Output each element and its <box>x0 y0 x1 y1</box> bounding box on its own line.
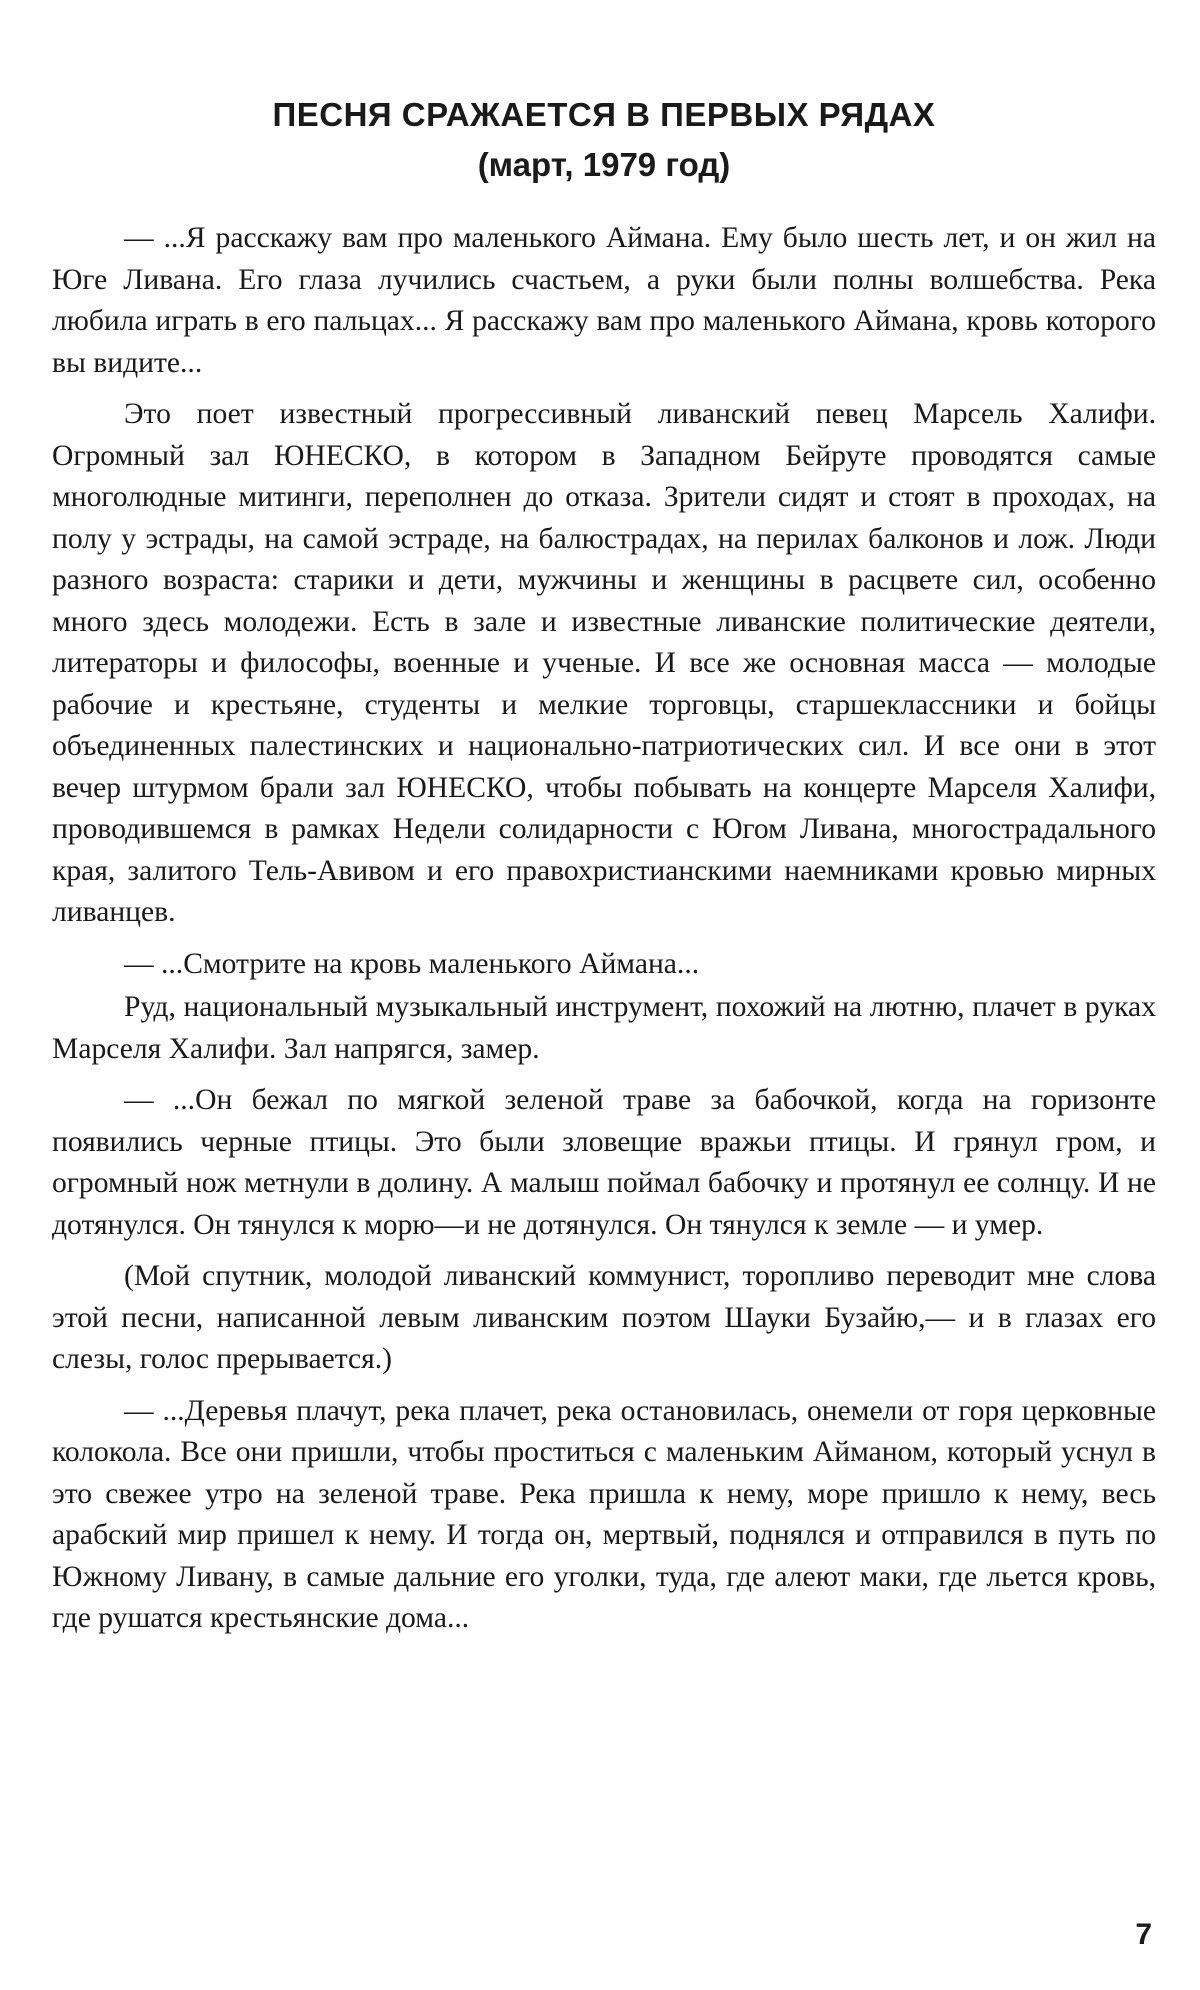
paragraph-2: Это поет известный прогрессивный ливанский певец Марсель Халифи. Огромный зал ЮНЕСКО, в котором в Западном Бейруте проводятся самые многолюдные митинги, переполнен до отказа. Зрители сидят и стоят в проходах, на полу у эстрады, на самой эстраде, на балюстрадах, на перилах балконов и лож. Люди разного возраста: старики и дети, мужчины и женщины в расцвете сил, особенно много здесь молодежи. Есть в зале и известные ливанские политические деятели, литераторы и философы, военные и ученые. И все же основная масса — молодые рабочие и крестьяне, студенты и мелкие торговцы, старшеклассники и бойцы объединенных палестинских и национально-патриотических сил. И все они в этот вечер штурмом брали зал ЮНЕСКО, чтобы побывать на концерте Марселя Халифи, проводившемся в рамках Недели солидарности с Югом Ливана, многострадального края, залитого Тель-Авивом и его правохристианскими наемниками кровью мирных ливанцев. <box>52 398 1156 928</box>
paragraph-7: — ...Деревья плачут, река плачет, река остановилась, онемели от горя церковные колокола. Все они пришли, чтобы проститься с маленьким Айманом, который уснул в это свежее утро на зеленой траве. Река пришла к нему, море пришло к нему, весь арабский мир пришел к нему. И тогда он, мертвый, поднялся и отправился в путь по Южному Ливану, в самые дальние его уголки, туда, где алеют маки, где льется кровь, где рушатся крестьянские дома... <box>52 1394 1156 1634</box>
paragraph-5: — ...Он бежал по мягкой зеленой траве за бабочкой, когда на горизонте появились черные птицы. Это были зловещие вражьи птицы. И грянул гром, и огромный нож метнули в долину. А малыш поймал бабочку и протянул ее солнцу. И не дотянулся. Он тянулся к морю—и не дотянулся. Он тянулся к земле — и умер. <box>52 1084 1156 1241</box>
paragraph-4: Руд, национальный музыкальный инструмент, похожий на лютню, плачет в руках Марселя Халифи. Зал напрягся, замер. <box>52 991 1156 1065</box>
paragraph-1: — ...Я расскажу вам про маленького Аймана. Ему было шесть лет, и он жил на Юге Ливана. Его глаза лучились счастьем, а руки были полны волшебства. Река любила играть в его пальцах... Я расскажу вам про маленького Аймана, кровь которого вы видите... <box>52 222 1156 379</box>
page-body <box>52 92 1156 1650</box>
page-number: 7 <box>1135 1918 1152 1951</box>
paragraph-6: (Мой спутник, молодой ливанский коммунист, торопливо переводит мне слова этой песни, написанной левым ливанским поэтом Шауки Бузайю,— и в глазах его слезы, голос прерывается.) <box>52 1260 1156 1375</box>
paragraph-3: — ...Смотрите на кровь маленького Аймана... <box>124 947 700 980</box>
chapter-date: (март, 1979 год) <box>477 146 731 183</box>
chapter-title: ПЕСНЯ СРАЖАЕТСЯ В ПЕРВЫХ РЯДАХ <box>272 96 936 133</box>
